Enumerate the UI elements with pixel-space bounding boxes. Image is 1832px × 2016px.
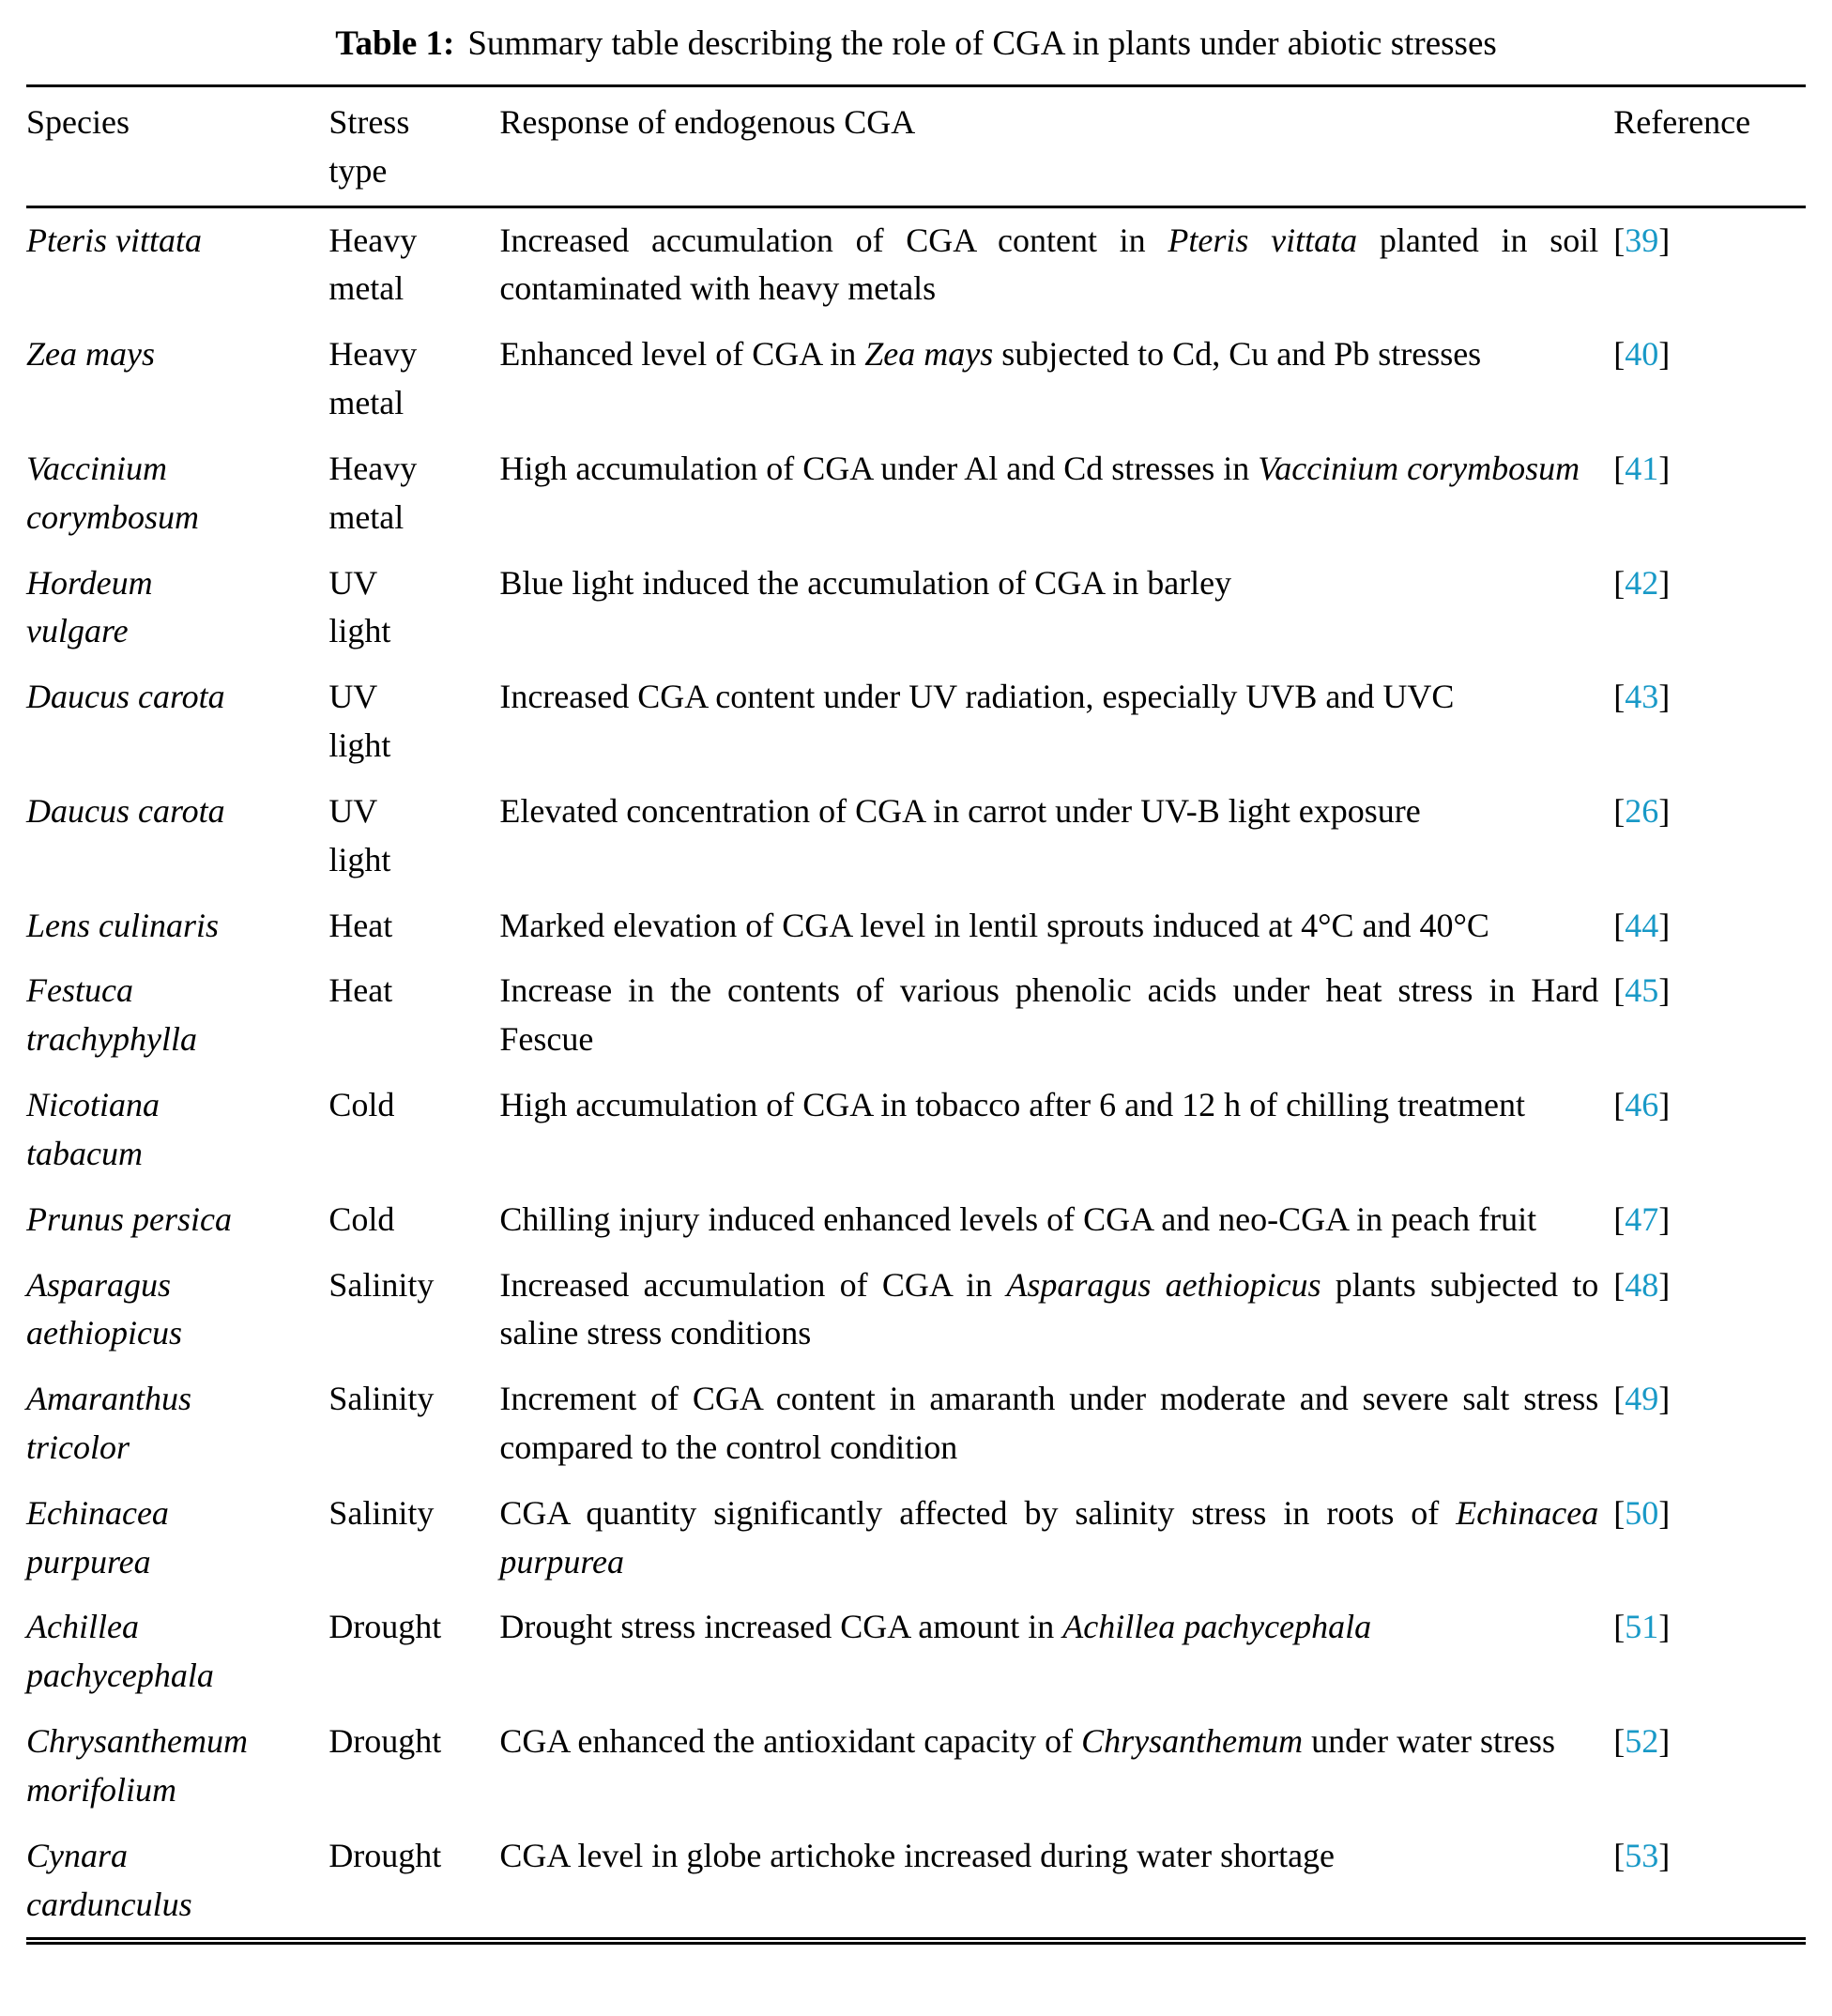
response-text: planted in soil contaminated with heavy metals xyxy=(499,221,1599,308)
species-cell xyxy=(26,1824,328,1942)
stress-type-cell xyxy=(328,779,499,893)
response-cell xyxy=(499,1824,1613,1942)
response-text: Increased accumulation of CGA content in xyxy=(499,221,1168,259)
column-header-species xyxy=(26,85,328,206)
species-name-inline: Vaccinium corymbosum xyxy=(1258,449,1580,487)
species-cell xyxy=(26,1367,328,1481)
table-row xyxy=(26,1367,1806,1481)
stress-type-line: Heavy xyxy=(328,449,418,487)
reference-bracket: [ xyxy=(1613,563,1626,602)
response-cell xyxy=(499,1253,1613,1367)
reference-bracket: [ xyxy=(1613,1493,1626,1532)
species-line: Zea mays xyxy=(26,335,155,374)
response-cell xyxy=(499,436,1613,551)
reference-cell xyxy=(1613,1253,1806,1367)
response-cell xyxy=(499,322,1613,436)
table-row xyxy=(26,206,1806,322)
response-text: CGA level in globe artichoke increased during water shortage xyxy=(499,1836,1336,1874)
stress-type-line: Drought xyxy=(328,1722,442,1761)
stress-type-cell xyxy=(328,551,499,665)
column-header-line: Response of endogenous CGA xyxy=(499,102,916,141)
table-row xyxy=(26,322,1806,436)
reference-link[interactable]: 52 xyxy=(1625,1722,1659,1761)
stress-type-cell xyxy=(328,1187,499,1253)
table-row xyxy=(26,1824,1806,1942)
reference-bracket: ] xyxy=(1658,678,1671,716)
reference-bracket: ] xyxy=(1658,221,1671,259)
reference-bracket: [ xyxy=(1613,791,1626,830)
stress-type-cell xyxy=(328,322,499,436)
reference-cell xyxy=(1613,1367,1806,1481)
stress-type-line: light xyxy=(328,726,391,765)
reference-bracket: [ xyxy=(1613,678,1626,716)
stress-type-cell xyxy=(328,1824,499,1942)
table-row xyxy=(26,1595,1806,1709)
species-line: Cynara xyxy=(26,1836,128,1874)
response-cell xyxy=(499,1481,1613,1596)
reference-cell xyxy=(1613,893,1806,959)
reference-bracket: [ xyxy=(1613,1086,1626,1124)
table-row xyxy=(26,893,1806,959)
stress-type-line: metal xyxy=(328,497,405,536)
response-cell xyxy=(499,1595,1613,1709)
response-cell xyxy=(499,1367,1613,1481)
response-cell xyxy=(499,551,1613,665)
stress-type-line: Salinity xyxy=(328,1493,435,1532)
species-line: Festuca xyxy=(26,971,133,1010)
species-name-inline: Zea mays xyxy=(864,335,994,374)
response-cell xyxy=(499,664,1613,779)
table-caption-text: Summary table describing the role of CGA in plants under abiotic stresses xyxy=(467,24,1497,63)
species-line: Chrysanthemum xyxy=(26,1722,248,1761)
response-text: CGA quantity significantly affected by salinity stress in roots of xyxy=(499,1493,1457,1532)
stress-type-line: metal xyxy=(328,384,405,422)
reference-cell xyxy=(1613,1824,1806,1942)
species-cell xyxy=(26,779,328,893)
stress-type-cell xyxy=(328,1481,499,1596)
stress-type-line: light xyxy=(328,612,391,650)
column-header-line: Reference xyxy=(1613,102,1751,141)
column-header-line: type xyxy=(328,151,388,190)
stress-type-line: Drought xyxy=(328,1608,442,1646)
table-row xyxy=(26,551,1806,665)
stress-type-line: light xyxy=(328,840,391,878)
species-cell xyxy=(26,436,328,551)
reference-cell xyxy=(1613,958,1806,1073)
table-row xyxy=(26,1073,1806,1187)
stress-type-cell xyxy=(328,206,499,322)
table-body xyxy=(26,206,1806,1941)
stress-type-line: Cold xyxy=(328,1199,395,1238)
response-text: Increment of CGA content in amaranth under moderate and severe salt stress compared to the control condition xyxy=(499,1380,1599,1466)
response-text: Chilling injury induced enhanced levels of CGA and neo-CGA in peach fruit xyxy=(499,1199,1537,1238)
species-cell xyxy=(26,958,328,1073)
reference-bracket: [ xyxy=(1613,1380,1626,1418)
stress-type-line: Heavy xyxy=(328,221,418,259)
reference-bracket: [ xyxy=(1613,449,1626,487)
reference-bracket: [ xyxy=(1613,1608,1626,1646)
reference-bracket: [ xyxy=(1613,335,1626,374)
table-row xyxy=(26,1709,1806,1824)
species-name-inline: Chrysanthemum xyxy=(1081,1722,1304,1761)
species-line: Pteris vittata xyxy=(26,221,202,259)
response-cell xyxy=(499,779,1613,893)
response-text: Drought stress increased CGA amount in xyxy=(499,1608,1063,1646)
response-text: Increase in the contents of various phenolic acids under heat stress in Hard Fescue xyxy=(499,971,1599,1059)
response-cell xyxy=(499,206,1613,322)
reference-link[interactable]: 26 xyxy=(1625,791,1659,830)
reference-cell xyxy=(1613,664,1806,779)
stress-type-line: Heavy xyxy=(328,335,418,374)
response-text: Marked elevation of CGA level in lentil sprouts induced at 4°C and 40°C xyxy=(499,906,1489,944)
reference-bracket: [ xyxy=(1613,1265,1626,1304)
reference-bracket: ] xyxy=(1658,1199,1671,1238)
table-caption xyxy=(26,9,1806,84)
species-line: purpurea xyxy=(26,1542,151,1581)
reference-bracket: ] xyxy=(1658,1608,1671,1646)
cga-summary-table xyxy=(26,84,1806,1946)
stress-type-cell xyxy=(328,1709,499,1824)
column-header-line: Species xyxy=(26,102,130,141)
column-header-line: Stress xyxy=(328,102,410,141)
species-line: Prunus persica xyxy=(26,1199,232,1238)
species-cell xyxy=(26,206,328,322)
reference-bracket: ] xyxy=(1658,335,1671,374)
response-text: CGA enhanced the antioxidant capacity of xyxy=(499,1722,1082,1761)
reference-bracket: ] xyxy=(1658,791,1671,830)
reference-link[interactable]: 41 xyxy=(1625,449,1659,487)
species-line: Nicotiana xyxy=(26,1086,160,1124)
stress-type-line: Cold xyxy=(328,1086,395,1124)
reference-bracket: ] xyxy=(1658,1086,1671,1124)
reference-bracket: ] xyxy=(1658,971,1671,1010)
response-text: Enhanced level of CGA in xyxy=(499,335,865,374)
response-text: Increased CGA content under UV radiation, especially UVB and UVC xyxy=(499,678,1455,716)
table-row xyxy=(26,1253,1806,1367)
species-cell xyxy=(26,664,328,779)
response-cell xyxy=(499,1709,1613,1824)
reference-bracket: [ xyxy=(1613,1836,1626,1874)
reference-link[interactable]: 39 xyxy=(1625,221,1659,259)
species-line: pachycephala xyxy=(26,1657,214,1695)
species-line: Lens culinaris xyxy=(26,906,220,944)
response-cell xyxy=(499,1187,1613,1253)
reference-cell xyxy=(1613,551,1806,665)
response-text: High accumulation of CGA in tobacco after 6 and 12 h of chilling treatment xyxy=(499,1086,1526,1124)
species-line: Echinacea xyxy=(26,1493,169,1532)
species-cell xyxy=(26,1187,328,1253)
table-caption-label: Table 1: xyxy=(335,24,455,63)
reference-bracket: [ xyxy=(1613,906,1626,944)
species-line: tabacum xyxy=(26,1134,143,1172)
reference-link[interactable]: 46 xyxy=(1625,1086,1659,1124)
species-line: tricolor xyxy=(26,1428,130,1466)
reference-cell xyxy=(1613,1073,1806,1187)
stress-type-cell xyxy=(328,1367,499,1481)
reference-link[interactable]: 49 xyxy=(1625,1380,1659,1418)
stress-type-line: UV xyxy=(328,678,378,716)
reference-link[interactable]: 47 xyxy=(1625,1199,1659,1238)
reference-bracket: [ xyxy=(1613,221,1626,259)
reference-bracket: ] xyxy=(1658,1265,1671,1304)
reference-cell xyxy=(1613,1187,1806,1253)
stress-type-cell xyxy=(328,893,499,959)
reference-bracket: [ xyxy=(1613,971,1626,1010)
species-line: Daucus carota xyxy=(26,791,225,830)
species-line: cardunculus xyxy=(26,1885,192,1923)
reference-link[interactable]: 51 xyxy=(1625,1608,1659,1646)
stress-type-cell xyxy=(328,1073,499,1187)
species-cell xyxy=(26,322,328,436)
stress-type-cell xyxy=(328,436,499,551)
header-row xyxy=(26,85,1806,206)
reference-cell xyxy=(1613,1481,1806,1596)
response-text: under water stress xyxy=(1303,1722,1556,1761)
stress-type-cell xyxy=(328,664,499,779)
species-name-inline: Pteris vittata xyxy=(1168,221,1358,259)
stress-type-line: Drought xyxy=(328,1836,442,1874)
reference-cell xyxy=(1613,1595,1806,1709)
reference-link[interactable]: 43 xyxy=(1625,678,1659,716)
species-cell xyxy=(26,551,328,665)
reference-bracket: ] xyxy=(1658,449,1671,487)
reference-cell xyxy=(1613,779,1806,893)
species-cell xyxy=(26,893,328,959)
stress-type-line: UV xyxy=(328,791,378,830)
response-text: Increased accumulation of CGA in xyxy=(499,1265,1007,1304)
reference-bracket: ] xyxy=(1658,1722,1671,1761)
reference-link[interactable]: 40 xyxy=(1625,335,1659,374)
reference-cell xyxy=(1613,436,1806,551)
reference-bracket: ] xyxy=(1658,906,1671,944)
response-text: plants subjected to saline stress conditions xyxy=(499,1265,1599,1352)
stress-type-line: UV xyxy=(328,563,378,602)
table-row xyxy=(26,436,1806,551)
reference-link[interactable]: 42 xyxy=(1625,563,1659,602)
reference-bracket: ] xyxy=(1658,1493,1671,1532)
table-row xyxy=(26,1481,1806,1596)
species-line: trachyphylla xyxy=(26,1020,197,1059)
species-line: Achillea xyxy=(26,1608,139,1646)
reference-cell xyxy=(1613,322,1806,436)
column-header-reference xyxy=(1613,85,1806,206)
species-name-inline: Echinacea purpurea xyxy=(499,1493,1599,1581)
reference-bracket: ] xyxy=(1658,1836,1671,1874)
species-cell xyxy=(26,1709,328,1824)
stress-type-cell xyxy=(328,958,499,1073)
species-cell xyxy=(26,1595,328,1709)
response-text: Elevated concentration of CGA in carrot under UV-B light exposure xyxy=(499,791,1421,830)
response-text: subjected to Cd, Cu and Pb stresses xyxy=(993,335,1482,374)
response-text: Blue light induced the accumulation of CGA in barley xyxy=(499,563,1232,602)
table-row xyxy=(26,779,1806,893)
table-row xyxy=(26,664,1806,779)
stress-type-line: Heat xyxy=(328,971,393,1010)
reference-bracket: ] xyxy=(1658,1380,1671,1418)
species-cell xyxy=(26,1253,328,1367)
stress-type-cell xyxy=(328,1253,499,1367)
table-row xyxy=(26,958,1806,1073)
reference-bracket: ] xyxy=(1658,563,1671,602)
reference-link[interactable]: 44 xyxy=(1625,906,1659,944)
species-cell xyxy=(26,1481,328,1596)
species-line: morifolium xyxy=(26,1770,177,1809)
species-line: Vaccinium xyxy=(26,449,167,487)
reference-bracket: [ xyxy=(1613,1722,1626,1761)
species-line: vulgare xyxy=(26,612,129,650)
reference-link[interactable]: 48 xyxy=(1625,1265,1659,1304)
reference-cell xyxy=(1613,1709,1806,1824)
species-name-inline: Asparagus aethiopicus xyxy=(1006,1265,1321,1304)
response-cell xyxy=(499,893,1613,959)
stress-type-line: Salinity xyxy=(328,1380,435,1418)
column-header-response xyxy=(499,85,1613,206)
stress-type-line: Heat xyxy=(328,906,393,944)
stress-type-line: metal xyxy=(328,269,405,308)
species-cell xyxy=(26,1073,328,1187)
reference-link[interactable]: 50 xyxy=(1625,1493,1659,1532)
species-line: Hordeum xyxy=(26,563,153,602)
reference-link[interactable]: 53 xyxy=(1625,1836,1659,1874)
table-row xyxy=(26,1187,1806,1253)
stress-type-line: Salinity xyxy=(328,1265,435,1304)
response-cell xyxy=(499,1073,1613,1187)
reference-cell xyxy=(1613,206,1806,322)
response-cell xyxy=(499,958,1613,1073)
stress-type-cell xyxy=(328,1595,499,1709)
species-line: corymbosum xyxy=(26,497,199,536)
reference-link[interactable]: 45 xyxy=(1625,971,1659,1010)
species-line: Amaranthus xyxy=(26,1380,192,1418)
column-header-stress xyxy=(328,85,499,206)
species-line: Asparagus xyxy=(26,1265,172,1304)
response-text: High accumulation of CGA under Al and Cd stresses in xyxy=(499,449,1259,487)
reference-bracket: [ xyxy=(1613,1199,1626,1238)
species-line: Daucus carota xyxy=(26,678,225,716)
species-name-inline: Achillea pachycephala xyxy=(1062,1608,1372,1646)
species-line: aethiopicus xyxy=(26,1314,182,1352)
